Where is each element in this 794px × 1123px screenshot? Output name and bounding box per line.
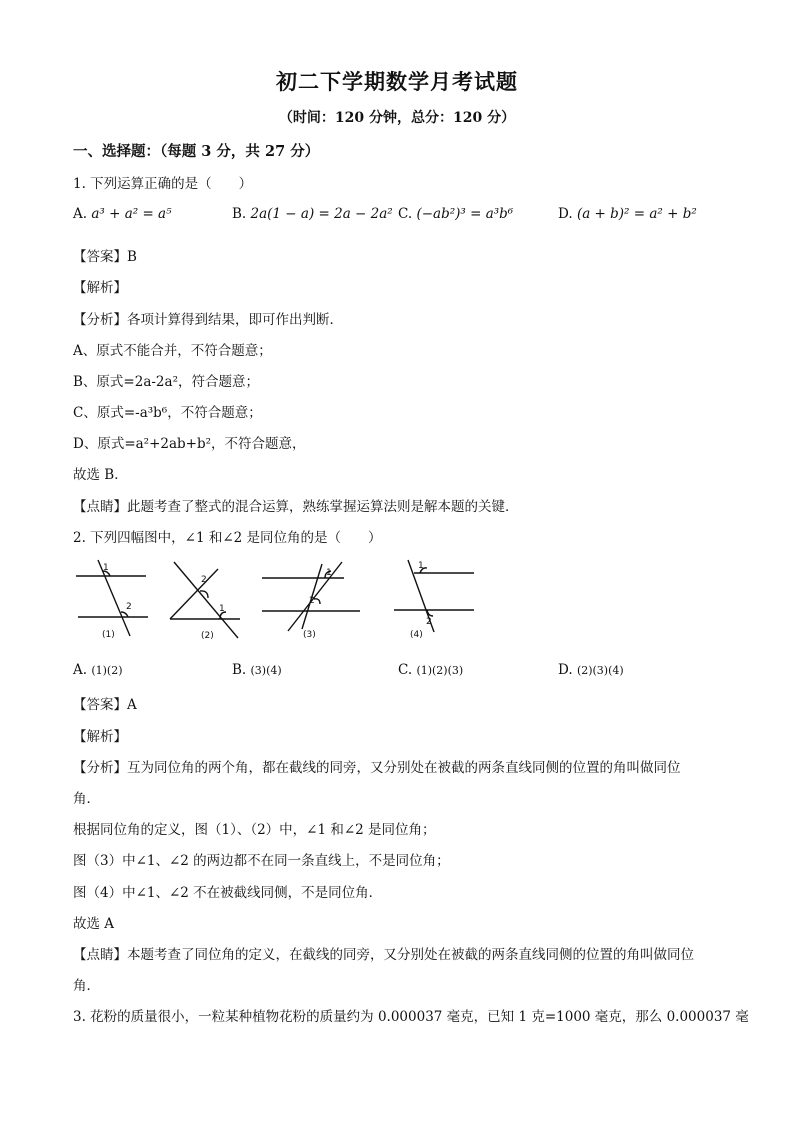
q2-line-1: 根据同位角的定义，图（1）、（2）中，∠1 和∠2 是同位角； <box>73 822 436 838</box>
q1-analysis-head: 【解析】 <box>73 280 127 296</box>
q2-figures <box>70 556 490 646</box>
q1-line-d: D、原式=a²+2ab+b²，不符合题意， <box>73 436 306 452</box>
option-expr: a³ + a² = a⁵ <box>91 206 172 222</box>
fig2-line-b <box>170 569 218 619</box>
option-text: (3)(4) <box>250 664 282 677</box>
q2-answer: 【答案】A <box>73 697 137 713</box>
option-text: (2)(3)(4) <box>576 664 624 677</box>
q2-option-c <box>398 662 463 678</box>
option-label: C. <box>398 662 413 678</box>
fig1-angle-1-label: 1 <box>103 563 109 573</box>
fig3-transversal-a <box>288 562 342 631</box>
fig4-caption: (4) <box>410 630 423 640</box>
exam-info: （时间：120 分钟，总分：120 分） <box>278 110 516 126</box>
fig3-angle-2-label: 2 <box>309 596 315 606</box>
q1-choice: 故选 B． <box>73 467 128 483</box>
option-text: (1)(2)(3) <box>416 664 464 677</box>
fig2-angle-2-label: 2 <box>201 575 207 585</box>
fig2-line-a <box>174 562 238 638</box>
option-label: A. <box>73 206 88 222</box>
option-label: C. <box>398 206 413 222</box>
q1-stem: 1. 下列运算正确的是（ ） <box>73 176 253 192</box>
fig4-angle-1-label: 1 <box>418 561 424 571</box>
option-expr: (−ab²)³ = a³b⁶ <box>416 206 514 222</box>
q1-line-c: C、原式=-a³b⁶，不符合题意； <box>73 405 262 421</box>
q2-line-3: 图（4）中∠1、∠2 不在被截线同侧，不是同位角． <box>73 885 383 901</box>
q2-comment-line-1: 【点睛】本题考查了同位角的定义，在截线的同旁，又分别处在被截的两条直线同侧的位置的角叫做同位 <box>73 947 694 963</box>
q3-stem: 3. 花粉的质量很小，一粒某种植物花粉的质量约为 0.000037 毫克，已知 1 克=1000 毫克，那么 0.000037 毫 <box>73 1009 749 1025</box>
option-text: (1)(2) <box>91 664 123 677</box>
option-expr: 2a(1 − a) = 2a − 2a² <box>250 206 393 222</box>
q1-option-d <box>558 206 697 222</box>
q2-choice: 故选 A <box>73 916 115 932</box>
fig2-angle-1-label: 1 <box>219 604 225 614</box>
q2-option-a <box>73 662 123 678</box>
q1-answer: 【答案】B <box>73 249 137 265</box>
option-label: A. <box>73 662 88 678</box>
fig1-angle-2-label: 2 <box>126 602 132 612</box>
option-label: D. <box>558 662 573 678</box>
q1-line-b: B、原式=2a-2a²，符合题意； <box>73 374 259 390</box>
q1-line-a: A、原式不能合并，不符合题意； <box>73 343 272 359</box>
page-title: 初二下学期数学月考试题 <box>276 69 518 94</box>
q1-analysis: 【分析】各项计算得到结果，即可作出判断． <box>73 312 343 328</box>
q1-comment: 【点睛】此题考查了整式的混合运算，熟练掌握运算法则是解本题的关键． <box>73 499 519 515</box>
q1-option-a <box>73 206 172 222</box>
fig3-caption: (3) <box>303 630 316 640</box>
q2-analysis-line-1: 【分析】互为同位角的两个角，都在截线的同旁，又分别处在被截的两条直线同侧的位置的角叫做同位 <box>73 760 681 776</box>
option-expr: (a + b)² = a² + b² <box>576 206 697 222</box>
q2-line-2: 图（3）中∠1、∠2 的两边都不在同一条直线上，不是同位角； <box>73 853 450 869</box>
option-label: B. <box>232 662 247 678</box>
option-label: B. <box>232 206 247 222</box>
q2-comment-line-2: 角． <box>73 978 100 994</box>
fig3-angle-arc-2 <box>314 599 320 604</box>
q2-option-d <box>558 662 624 678</box>
section-heading: 一、选择题：（每题 3 分，共 27 分） <box>73 143 320 160</box>
q2-analysis-head: 【解析】 <box>73 729 127 745</box>
q2-analysis-line-2: 角． <box>73 791 100 807</box>
fig1-caption: (1) <box>102 630 115 640</box>
q1-option-b <box>232 206 393 222</box>
fig4-angle-2-label: 2 <box>426 617 432 627</box>
q2-option-b <box>232 662 282 678</box>
q2-stem: 2. 下列四幅图中，∠1 和∠2 是同位角的是（ ） <box>73 530 382 546</box>
fig2-caption: (2) <box>201 631 214 641</box>
fig3-angle-1-label: 1 <box>326 568 332 578</box>
option-label: D. <box>558 206 573 222</box>
q1-option-c <box>398 206 513 222</box>
